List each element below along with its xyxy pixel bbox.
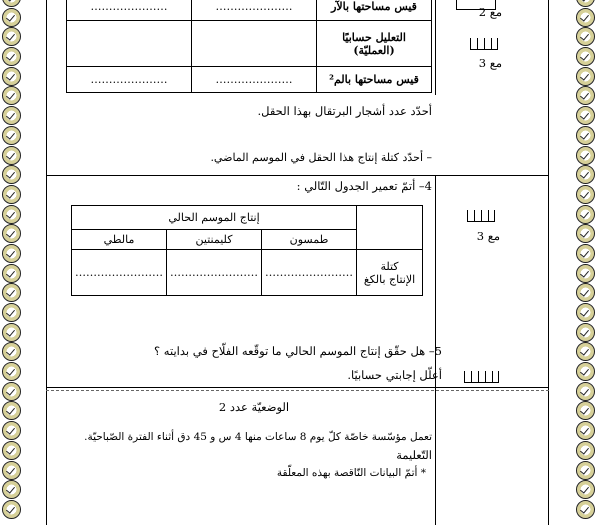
situation-title: الوضعيّة عدد 2 [218,400,290,414]
border-ornament [576,27,595,46]
border-ornament [2,362,21,381]
border-ornament [576,480,595,499]
area-cell[interactable]: ………………… [192,0,317,21]
row-label-area-m2: قيس مساحتها بالم² [317,67,432,93]
border-ornament [2,146,21,165]
decorative-border-right [574,0,596,520]
border-ornament [2,244,21,263]
score-label: مع 2 [478,5,502,19]
border-ornament [2,500,21,519]
mass-cell-clementine[interactable]: …………………… [167,250,262,296]
score-boxes[interactable] [470,38,498,50]
border-ornament [576,0,595,7]
score-label: مع 3 [476,229,500,243]
border-ornament [2,47,21,66]
border-ornament [576,8,595,27]
border-ornament [2,8,21,27]
border-ornament [2,283,21,302]
area-m2-cell[interactable]: ………………… [67,67,192,93]
corner-cell [357,206,423,250]
border-ornament [576,500,595,519]
border-ornament [2,106,21,125]
q4-title: 4– أتمّ تعمير الجدول التّالي : [296,179,432,193]
border-ornament [576,382,595,401]
border-ornament [2,323,21,342]
area-m2-cell[interactable]: ………………… [192,67,317,93]
border-ornament [2,441,21,460]
border-ornament [576,86,595,105]
border-ornament [576,264,595,283]
border-ornament [576,323,595,342]
worksheet-page [24,0,572,525]
border-ornament [576,106,595,125]
row-label-mass: كتلة الإنتاج بالكغ [357,250,423,296]
border-ornament [2,382,21,401]
border-ornament [2,86,21,105]
area-table [66,0,432,93]
score-boxes[interactable] [464,371,499,383]
border-ornament [576,205,595,224]
calc-cell[interactable] [192,21,317,67]
calc-cell[interactable] [67,21,192,67]
border-ornament [2,342,21,361]
border-ornament [2,165,21,184]
score-label: مع 3 [478,56,502,70]
situation-text: تعمل مؤسّسة خاصّة كلّ يوم 8 ساعات منها 4 س و 45 دق أثناء الفترة الصّباحيّة. [84,431,432,443]
production-table [71,205,423,296]
mass-cell-thomson[interactable]: …………………… [262,250,357,296]
border-ornament [576,185,595,204]
question-trees: أحدّد عدد أشجار البرتقال بهذا الحقل. [257,104,432,118]
border-ornament [576,165,595,184]
decorative-border-left [0,0,22,520]
question-last-season: – أحدّد كتلة إنتاج هذا الحقل في الموسم الماضي. [210,151,432,164]
border-ornament [2,303,21,322]
border-ornament [576,224,595,243]
border-ornament [2,0,21,7]
border-ornament [2,264,21,283]
border-ornament [576,146,595,165]
border-ornament [576,303,595,322]
instruction-heading: التّعليمة [396,448,432,462]
area-cell[interactable]: ………………… [67,0,192,21]
border-ornament [2,126,21,145]
border-ornament [576,362,595,381]
border-ornament [576,342,595,361]
border-ornament [2,461,21,480]
border-ornament [2,27,21,46]
border-ornament [576,244,595,263]
instruction-bullet: * أتمّ البيانات النّاقصة بهذه المعلّقة [276,467,426,479]
border-ornament [2,185,21,204]
border-ornament [576,441,595,460]
border-ornament [576,67,595,86]
border-ornament [2,421,21,440]
col-thomson: طمسون [262,230,357,250]
border-ornament [2,205,21,224]
border-ornament [2,480,21,499]
border-ornament [576,47,595,66]
col-maltese: مالطي [72,230,167,250]
border-ornament [576,126,595,145]
score-boxes[interactable] [467,210,495,222]
border-ornament [576,421,595,440]
border-ornament [576,401,595,420]
q5-justify: أعلّل إجابتي حسابيًا. [347,368,442,382]
border-ornament [2,401,21,420]
col-clementine: كليمنتين [167,230,262,250]
border-ornament [2,67,21,86]
row-label-area-ar: قيس مساحتها بالآر [317,0,432,21]
border-ornament [576,461,595,480]
q5-question: 5– هل حقّق إنتاج الموسم الحالي ما توقّعه الفلّاح في بدايته ؟ [154,344,442,358]
row-label-calc: التعليل حسابيًا (العمليّة) [317,21,432,67]
border-ornament [576,283,595,302]
header-current-season: إنتاج الموسم الحالي [72,206,357,230]
border-ornament [2,224,21,243]
mass-cell-maltese[interactable]: …………………… [72,250,167,296]
